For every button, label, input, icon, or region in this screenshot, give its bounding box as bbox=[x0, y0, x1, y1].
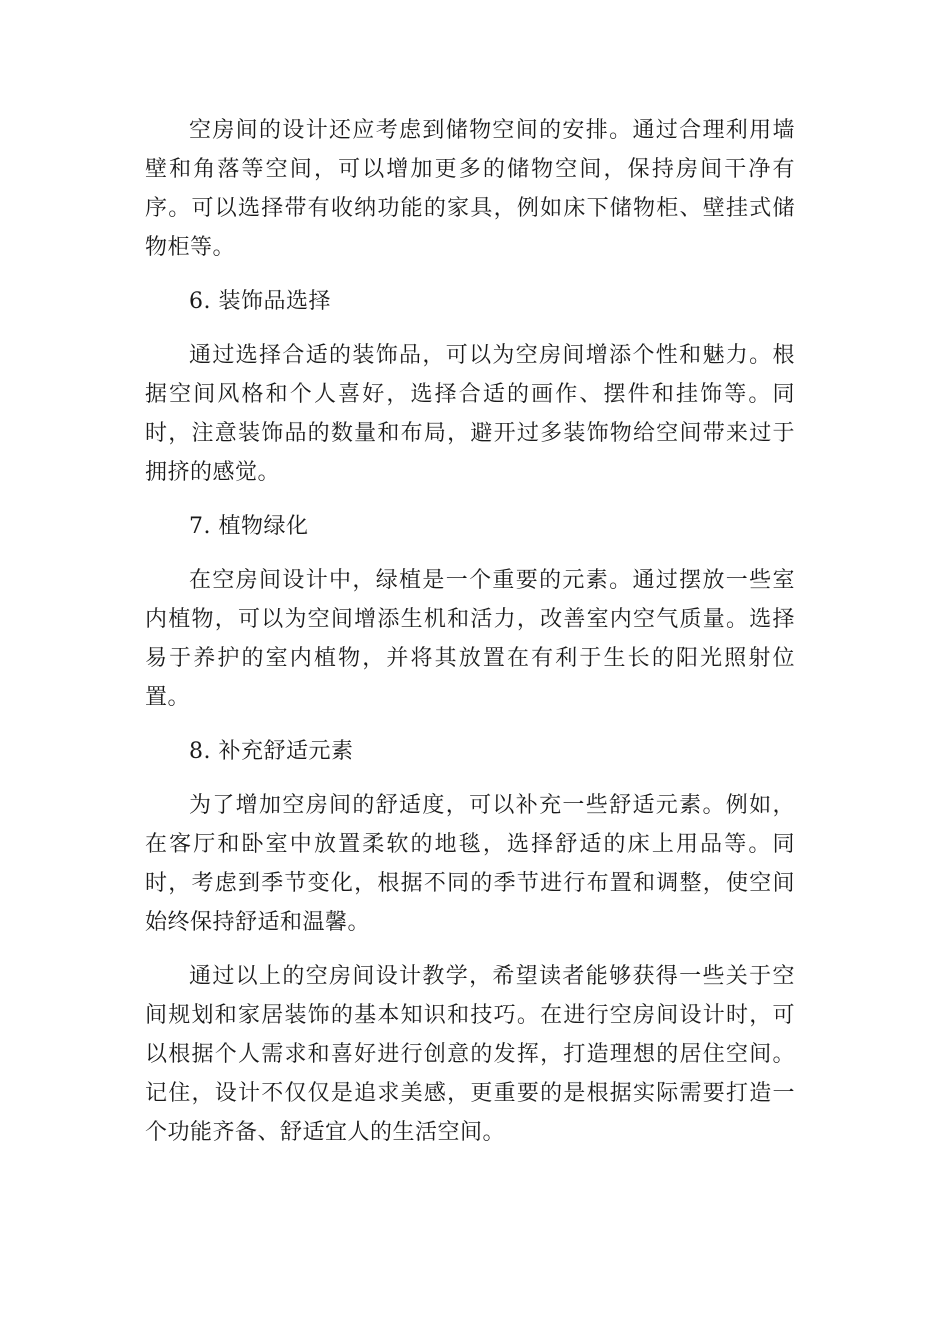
heading-decorations: 6. 装饰品选择 bbox=[189, 289, 331, 314]
heading-comfort: 8. 补充舒适元素 bbox=[189, 739, 354, 764]
paragraph-comfort: 为了增加空房间的舒适度，可以补充一些舒适元素。例如，在客厅和卧室中放置柔软的地毯，选择舒适的床上用品等。同时，考虑到季节变化，根据不同的季节进行布置和调整，使空间始终保持舒适和温馨。 bbox=[145, 793, 795, 935]
heading-plants: 7. 植物绿化 bbox=[189, 514, 309, 539]
paragraph-storage: 空房间的设计还应考虑到储物空间的安排。通过合理利用墙壁和角落等空间，可以增加更多的储物空间，保持房间干净有序。可以选择带有收纳功能的家具，例如床下储物柜、壁挂式储物柜等。 bbox=[145, 118, 795, 260]
document-body bbox=[145, 111, 795, 1167]
paragraph-plants: 在空房间设计中，绿植是一个重要的元素。通过摆放一些室内植物，可以为空间增添生机和活力，改善室内空气质量。选择易于养护的室内植物，并将其放置在有利于生长的阳光照射位置。 bbox=[145, 568, 795, 710]
paragraph-decorations: 通过选择合适的装饰品，可以为空房间增添个性和魅力。根据空间风格和个人喜好，选择合适的画作、摆件和挂饰等。同时，注意装饰品的数量和布局，避开过多装饰物给空间带来过于拥挤的感觉。 bbox=[145, 343, 795, 485]
paragraph-conclusion: 通过以上的空房间设计教学，希望读者能够获得一些关于空间规划和家居装饰的基本知识和技巧。在进行空房间设计时，可以根据个人需求和喜好进行创意的发挥，打造理想的居住空间。记住，设计不仅仅是追求美感，更重要的是根据实际需要打造一个功能齐备、舒适宜人的生活空间。 bbox=[145, 964, 795, 1145]
